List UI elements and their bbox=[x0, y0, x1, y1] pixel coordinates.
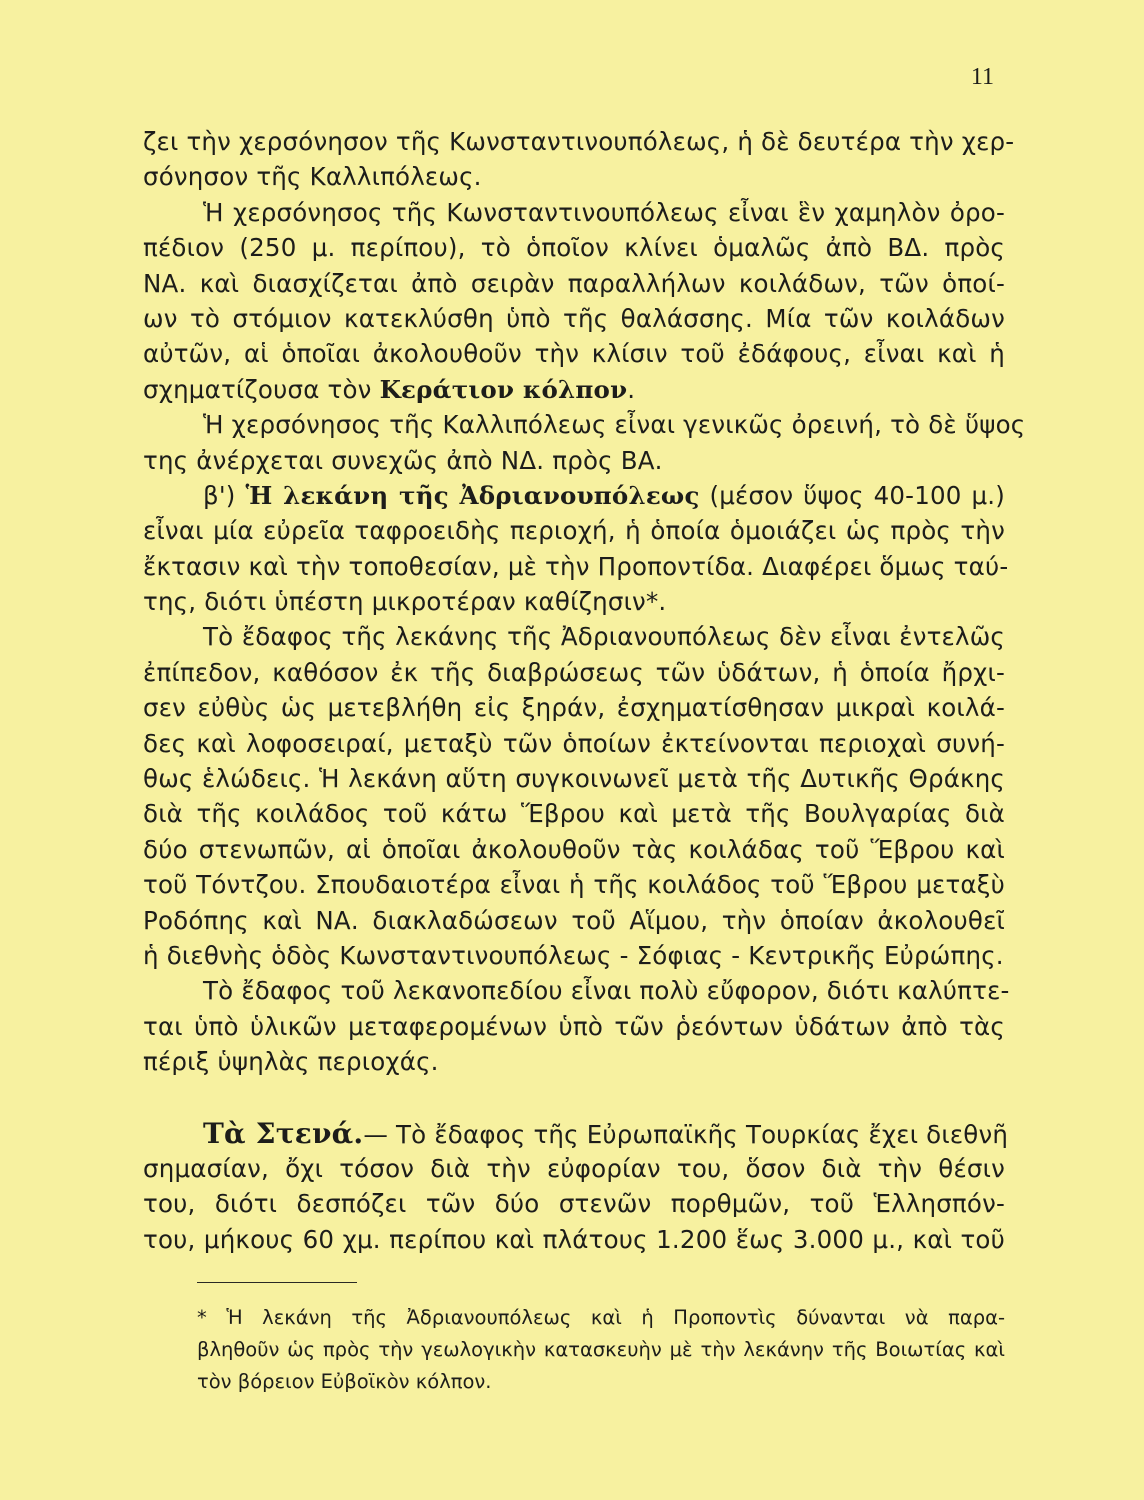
text-line bbox=[143, 938, 1005, 973]
text-line bbox=[143, 584, 1005, 619]
text-run: θως ἑλώδεις. Ἡ λεκάνη αὕτη συγκοινωνεῖ μετὰ τῆς Δυτικῆς Θράκης bbox=[143, 764, 1005, 794]
footnote-rule bbox=[197, 1282, 357, 1283]
text-run: Τὸ ἔδαφος τῆς λεκάνης τῆς Ἀδριανουπόλεως δὲν εἶναι ἐντελῶς bbox=[203, 622, 1005, 652]
text-line bbox=[143, 1116, 1009, 1151]
text-line bbox=[143, 513, 1005, 548]
text-run: β') bbox=[203, 480, 246, 510]
text-run: Τὸ ἔδαφος τοῦ λεκανοπεδίου εἶναι πολὺ εὔφορον, διότι καλύπτε- bbox=[203, 976, 1010, 1006]
text-run: . bbox=[627, 374, 636, 404]
text-line bbox=[143, 1222, 1005, 1257]
text-line bbox=[143, 832, 1005, 867]
text-run: ων τὸ στόμιον κατεκλύσθη ὑπὸ τῆς θαλάσσης. Μία τῶν κοιλάδων bbox=[143, 303, 1005, 333]
text-run: δύο στενωπῶν, αἱ ὁποῖαι ἀκολουθοῦν τὰς κοιλάδας τοῦ Ἕβρου καὶ bbox=[143, 834, 1005, 864]
text-run: Ἡ χερσόνησος τῆς Καλλιπόλεως εἶναι γενικῶς ὀρεινή, τὸ δὲ ὕψος bbox=[203, 410, 1026, 440]
text-line bbox=[143, 195, 1005, 230]
text-line bbox=[143, 761, 1005, 796]
footnote-line: τὸν βόρειον Εὐβοϊκὸν κόλπον. bbox=[197, 1370, 492, 1393]
footnote-line: * Ἡ λεκάνη τῆς Ἀδριανουπόλεως καὶ ἡ Προποντὶς δύνανται νὰ παρα- bbox=[197, 1306, 1005, 1329]
text-line bbox=[143, 973, 1010, 1008]
text-line bbox=[143, 230, 1005, 265]
text-line bbox=[143, 549, 1009, 584]
text-line bbox=[143, 443, 1005, 478]
text-line bbox=[143, 1009, 1005, 1044]
text-line bbox=[143, 407, 1026, 442]
text-run: πέδιον (250 μ. περίπου), τὸ ὁποῖον κλίνει ὁμαλῶς ἀπὸ ΒΔ. πρὸς bbox=[143, 233, 1005, 263]
text-run: σόνησον τῆς Καλλιπόλεως. bbox=[143, 162, 482, 192]
footnote bbox=[197, 1302, 1005, 1398]
text-run: Ἡ χερσόνησος τῆς Κωνσταντινουπόλεως εἶναι ἓν χαμηλὸν ὀρο- bbox=[203, 197, 1005, 227]
text-line bbox=[143, 124, 1015, 159]
text-run: (μέσον ὕψος 40-100 μ.) bbox=[699, 480, 1005, 510]
text-line bbox=[143, 266, 1005, 301]
text-run: αὐτῶν, αἱ ὁποῖαι ἀκολουθοῦν τὴν κλίσιν τοῦ ἐδάφους, εἶναι καὶ ἡ bbox=[143, 339, 1005, 369]
text-line bbox=[143, 336, 1005, 371]
text-run: της ἀνέρχεται συνεχῶς ἀπὸ ΝΔ. πρὸς ΒΑ. bbox=[143, 445, 663, 475]
text-run: σημασίαν, ὄχι τόσον διὰ τὴν εὐφορίαν του, ὅσον διὰ τὴν θέσιν bbox=[143, 1153, 1005, 1183]
text-line bbox=[143, 159, 1005, 194]
text-line bbox=[143, 867, 1005, 902]
section-heading: Τὰ Στενά. bbox=[203, 1116, 364, 1150]
text-line bbox=[143, 903, 1005, 938]
text-line bbox=[143, 690, 1005, 725]
text-run: Ροδόπης καὶ ΝΑ. διακλαδώσεων τοῦ Αἵμου, τὴν ὁποίαν ἀκολουθεῖ bbox=[143, 905, 1005, 935]
text-line bbox=[143, 726, 1005, 761]
text-run: τοῦ Τόντζου. Σπουδαιοτέρα εἶναι ἡ τῆς κοιλάδος τοῦ Ἕβρου μεταξὺ bbox=[143, 870, 1005, 900]
text-line bbox=[143, 655, 1005, 690]
text-run: της, διότι ὑπέστη μικροτέραν καθίζησιν*. bbox=[143, 587, 667, 617]
text-run: ἡ διεθνὴς ὁδὸς Κωνσταντινουπόλεως - Σόφιας - Κεντρικῆς Εὐρώπης. bbox=[143, 940, 1004, 970]
text-run: ται ὑπὸ ὑλικῶν μεταφερομένων ὑπὸ τῶν ῥεόντων ὑδάτων ἀπὸ τὰς bbox=[143, 1011, 1005, 1041]
text-line bbox=[143, 478, 1005, 513]
text-run: ΝΑ. καὶ διασχίζεται ἀπὸ σειρὰν παραλλήλων κοιλάδων, τῶν ὁποί- bbox=[143, 268, 1005, 298]
text-line bbox=[143, 796, 1005, 831]
text-run: διὰ τῆς κοιλάδος τοῦ κάτω Ἕβρου καὶ μετὰ τῆς Βουλγαρίας διὰ bbox=[143, 799, 1005, 829]
text-run: του, μήκους 60 χμ. περίπου καὶ πλάτους 1.200 ἕως 3.000 μ., καὶ τοῦ bbox=[143, 1224, 1005, 1254]
text-line bbox=[143, 619, 1005, 654]
paragraph-gap bbox=[143, 1080, 1005, 1116]
text-run: δες καὶ λοφοσειραί, μεταξὺ τῶν ὁποίων ἐκτείνονται περιοχαὶ συνή- bbox=[143, 728, 1005, 758]
footnote-line: βληθοῦν ὡς πρὸς τὴν γεωλογικὴν κατασκευὴν μὲ τὴν λεκάνην τῆς Βοιωτίας καὶ bbox=[197, 1338, 1005, 1361]
text-line bbox=[143, 1151, 1005, 1186]
text-run: εἶναι μία εὐρεῖα ταφροειδὴς περιοχή, ἡ ὁποία ὁμοιάζει ὡς πρὸς τὴν bbox=[143, 516, 1005, 546]
text-line bbox=[143, 1044, 1005, 1079]
text-line bbox=[143, 301, 1005, 336]
text-line bbox=[143, 1186, 1005, 1221]
page-number: 11 bbox=[970, 64, 994, 90]
text-run: ἐπίπεδον, καθόσον ἐκ τῆς διαβρώσεως τῶν ὑδάτων, ἡ ὁποία ἤρχι- bbox=[143, 657, 1005, 687]
bold-term: Ἡ λεκάνη τῆς Ἀδριανουπόλεως bbox=[245, 480, 700, 510]
text-run: ἔκτασιν καὶ τὴν τοποθεσίαν, μὲ τὴν Προποντίδα. Διαφέρει ὅμως ταύ- bbox=[143, 551, 1009, 581]
text-run: ζει τὴν χερσόνησον τῆς Κωνσταντινουπόλεως, ἡ δὲ δευτέρα τὴν χερ- bbox=[143, 127, 1015, 156]
body-text bbox=[143, 124, 1026, 1257]
text-run: σχηματίζουσα τὸν bbox=[143, 374, 380, 404]
text-line bbox=[143, 372, 1005, 407]
text-run: — Τὸ ἔδαφος τῆς Εὐρωπαϊκῆς Τουρκίας ἔχει διεθνῆ bbox=[363, 1119, 1009, 1149]
text-run: σεν εὐθὺς ὡς μετεβλήθη εἰς ξηράν, ἐσχηματίσθησαν μικραὶ κοιλά- bbox=[143, 693, 1005, 723]
text-run: πέριξ ὑψηλὰς περιοχάς. bbox=[143, 1047, 439, 1077]
text-run: του, διότι δεσπόζει τῶν δύο στενῶν πορθμῶν, τοῦ Ἑλλησπόν- bbox=[143, 1189, 1005, 1219]
bold-term: Κεράτιον κόλπον bbox=[379, 374, 628, 404]
